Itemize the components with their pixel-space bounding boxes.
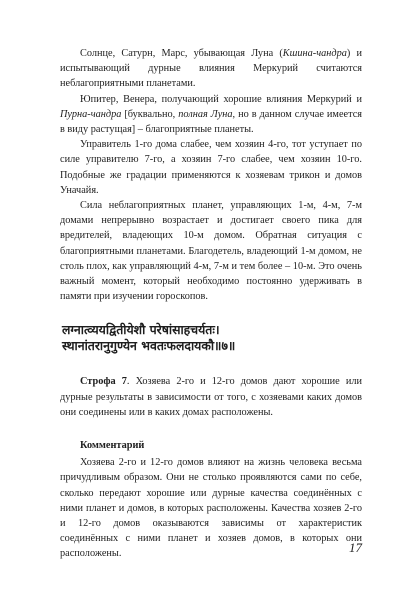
verse-7: [60, 374, 362, 420]
sanskrit-line: स्थानांतरानुगुण्येन भवतःफलदायकौ॥७॥: [62, 338, 236, 354]
text-run: Солнце, Сатурн, Марс, убывающая Луна (: [80, 48, 283, 59]
sanskrit-verse: [60, 322, 362, 354]
commentary-text: Хозяева 2-го и 12-го домов влияют на жизнь человека весьма причудливым образом. Они не столько проявляются сами по себе, сколько передают хорошие или дурные качества соединённых с ними планет и домов, в которых расположены. Качества хозяев 2-го и 12-го домов оказываются зависимы от характеристик соединённых с ними планет и хозяев домов, в которых они расположены.: [60, 457, 362, 560]
document-page: [60, 46, 362, 562]
text-run: , но в данном случае имеется в виду растущая] – благоприятные планеты.: [60, 108, 363, 136]
text-run: ) и испытывающий дурные влияния Меркурий считаются неблагоприятными планетами.: [60, 48, 363, 90]
paragraph-planets-malefic: [60, 46, 362, 92]
sanskrit-line: लग्नात्व्ययद्वितीयेशौ परेषांसाहचर्यतः।: [62, 322, 220, 338]
italic-term: полная Луна: [178, 108, 233, 120]
verse-text: . Хозяева 2-го и 12-го домов дают хорошие или дурные результаты в зависимости от того, с хозяевами каких домов они соединены или в каких домах расположены.: [60, 376, 362, 418]
text-run: Сила неблагоприятных планет, управляющих 1-м, 4-м, 7-м домами непрерывно возрастает и достигает своего пика для вредителей, владеющих 10-м домом. Обратная ситуация с благоприятными планетами. Благодетель, владеющий 1-м домом, не столь плох, как управляющий 4-м, 7-м и тем более – 10-м. Это очень важный момент, который необходимо постоянно удерживать в памяти при изучении гороскопов.: [60, 200, 362, 303]
text-run: Юпитер, Венера, получающий хорошие влияния Меркурий и: [80, 93, 362, 105]
commentary-heading: Комментарий: [80, 440, 145, 452]
text-run: Управитель 1-го дома слабее, чем хозяин 4-го, тот уступает по силе управителю 7-го, а хозяин 7-го слабее, чем хозяин 10-го. Подобные же градации применяются к хозяевам трикон и домов Уначайя.: [60, 139, 362, 196]
italic-term: Кшина-чандра: [282, 48, 347, 59]
text-run: [буквально,: [121, 108, 179, 120]
paragraph-house-strength: [60, 137, 362, 198]
italic-term: Пурна-чандра: [60, 108, 122, 120]
page-number: 17: [349, 540, 362, 555]
paragraph-malefic-strength: [60, 198, 362, 304]
verse-label: Строфа 7: [80, 376, 127, 388]
paragraph-planets-benefic: [60, 92, 362, 138]
